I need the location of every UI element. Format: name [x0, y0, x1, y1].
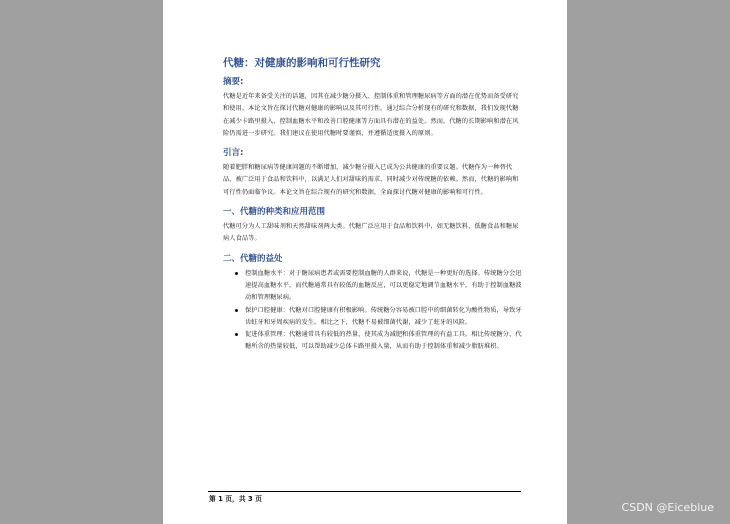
- page-footer: 第 1 页，共 3 页: [209, 495, 262, 503]
- document-page: [163, 0, 567, 524]
- section-2-heading: 二、代糖的益处: [223, 253, 283, 264]
- list-item-text: 保护口腔健康：代糖对口腔健康有积极影响。传统糖分容易被口腔中的细菌转化为酸性物质，导致牙齿蛀牙和牙周疾病的发生。相比之下，代糖不易被细菌代谢，减少了蛀牙的风险。: [245, 306, 522, 326]
- list-item: [235, 329, 523, 354]
- bullet-icon: [235, 309, 238, 312]
- section-1-heading: 一、代糖的种类和应用范围: [223, 207, 326, 218]
- list-item-text: 控制血糖水平：对于糖尿病患者或需要控制血糖的人群来说，代糖是一种更好的选择。传统糖分会迅速提高血糖水平，而代糖通常具有较低的血糖反应，可以更稳定地调节血糖水平，有助于控制血糖波动和管理糖尿病。: [245, 269, 522, 302]
- list-item-text: 促进体重管理：代糖通常具有较低的热量，使其成为减肥和体重管理的有益工具。相比传统糖分，代糖所含的热量较低，可以帮助减少总体卡路里摄入量，从而有助于控制体重和减少脂肪堆积。: [245, 331, 522, 351]
- page-content: [223, 56, 523, 354]
- intro-heading: 引言:: [223, 148, 244, 159]
- bullet-icon: [235, 272, 238, 275]
- list-item: [235, 268, 523, 305]
- section-1-paragraph: 代糖可分为人工甜味剂和天然甜味剂两大类。代糖广泛应用于食品和饮料中，如无糖饮料、低糖食品和糖尿病人食品等。: [223, 223, 519, 243]
- list-item: [235, 305, 523, 330]
- bullet-icon: [235, 333, 238, 336]
- footer-divider: [208, 491, 521, 492]
- document-title: 代糖：对健康的影响和可行性研究: [223, 57, 381, 69]
- abstract-paragraph: 代糖是近年来备受关注的话题，因其在减少糖分摄入、控制体重和管理糖尿病等方面的潜在优势而备受研究和使用。本论文旨在探讨代糖对健康的影响以及其可行性。通过综合分析现有的研究和数据，我们发现代糖在减少卡路里摄入、控制血糖水平和改善口腔健康等方面具有潜在的益处。然而，代糖的长期影响和潜在风险仍需进一步研究。我们建议在使用代糖时要谨慎，并遵循适度摄入的原则。: [223, 93, 519, 137]
- abstract-heading: 摘要:: [223, 77, 244, 87]
- benefits-list: [223, 268, 523, 354]
- intro-paragraph: 随着肥胖和糖尿病等健康问题的不断增加，减少糖分摄入已成为公共健康的重要议题。代糖作为一种替代品，被广泛用于食品和饮料中，以满足人们对甜味的需求，同时减少对传统糖的依赖。然而，代糖的影响和可行性仍面临争议。本论文旨在综合现有的研究和数据，全面探讨代糖对健康的影响和可行性。: [223, 164, 519, 196]
- watermark-text: CSDN @Eiceblue: [621, 501, 714, 514]
